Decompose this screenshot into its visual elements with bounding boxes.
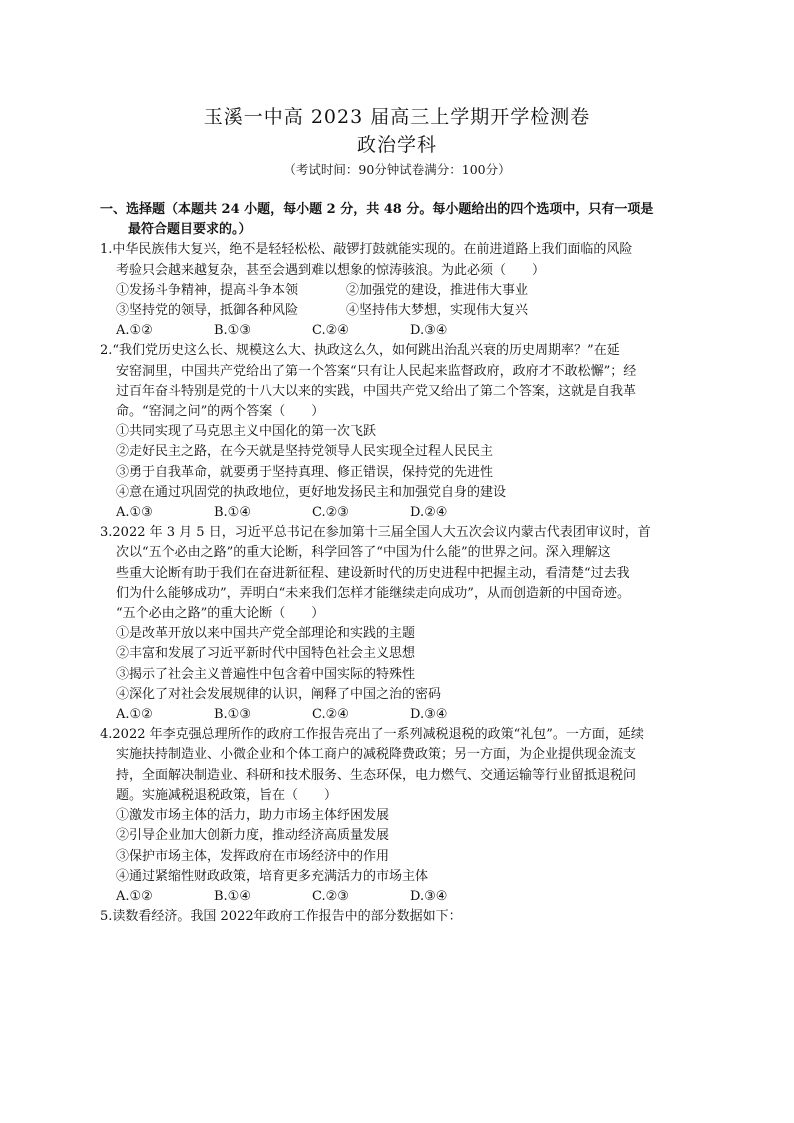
answer-choice-b[interactable]: B.①④ (214, 505, 251, 521)
answer-choice-c[interactable]: C.②③ (312, 888, 349, 904)
question-stem-line: 次以“五个必由之路”的重大论断，科学回答了“中国为什么能”的世界之问。深入理解这 (116, 545, 611, 561)
exam-title: 玉溪一中高 2023 届高三上学期开学检测卷 (203, 106, 591, 128)
question-stem-line: 们为什么能够成功”，弄明白“未来我们怎样才能继续走向成功”，从而创造新的中国奇迹。 (116, 585, 630, 601)
answer-choices (100, 321, 700, 341)
exam-info: （考试时间：90分钟试卷满分：100分） (283, 162, 511, 177)
answer-choice-a[interactable]: A.①② (116, 707, 153, 723)
option: ②加强党的建设，推进伟大事业 (346, 282, 529, 298)
answer-choices (100, 503, 700, 523)
question-stem-line: 命。“窑洞之问”的两个答案（ ） (116, 404, 325, 420)
option: ④意在通过巩固党的执政地位，更好地发扬民主和加强党自身的建设 (116, 484, 507, 500)
question-stem-line: 些重大论断有助于我们在奋进新征程、建设新时代的历史进程中把握主动，看清楚“过去我 (116, 565, 630, 581)
answer-choice-c[interactable]: C.②③ (312, 505, 349, 521)
option: ①发扬斗争精神，提高斗争本领 (116, 282, 299, 298)
question-stem-line: 题。实施减税退税政策，旨在（ ） (116, 787, 338, 803)
question-3 (100, 523, 700, 725)
answer-choices (100, 705, 700, 725)
option: ③揭示了社会主义普遍性中包含着中国实际的特殊性 (116, 666, 416, 682)
option: ①是改革开放以来中国共产党全部理论和实践的主题 (116, 626, 416, 642)
section-heading-line: 一、选择题（本题共 24 小题，每小题 2 分，共 48 分。每小题给出的四个选项中，只有一项是 (100, 202, 654, 217)
question-stem-line: “五个必由之路”的重大论断（ ） (116, 606, 325, 622)
option: ③坚持党的领导，抵御各种风险 (116, 303, 299, 319)
section-heading (100, 200, 700, 240)
answer-choice-b[interactable]: B.①④ (214, 888, 251, 904)
question-stem-line: 过百年奋斗特别是党的十八大以来的实践，中国共产党又给出了第二个答案，这就是自我革 (116, 383, 637, 399)
answer-choice-b[interactable]: B.①③ (214, 707, 251, 723)
question-4 (100, 725, 700, 907)
option: ②走好民主之路，在今天就是坚持党领导人民实现全过程人民民主 (116, 444, 494, 460)
question-stem-line: 安窑洞里，中国共产党给出了第一个答案“只有让人民起来监督政府，政府才不敢松懈”；经 (116, 363, 637, 379)
question-stem-line: 持，全面解决制造业、科研和技术服务、生态环保，电力燃气、交通运输等行业留抵退税问 (116, 767, 637, 783)
option: ③保护市场主体，发挥政府在市场经济中的作用 (116, 848, 390, 864)
answer-choice-c[interactable]: C.②④ (312, 707, 349, 723)
answer-choice-a[interactable]: A.①② (116, 323, 153, 339)
answer-choice-d[interactable]: D.③④ (410, 888, 448, 904)
answer-choice-d[interactable]: D.②④ (410, 505, 448, 521)
option-row (100, 281, 700, 301)
answer-choice-c[interactable]: C.②④ (312, 323, 349, 339)
question-stem-line: 实施扶持制造业、小微企业和个体工商户的减税降费政策；另一方面，为企业提供现金流支 (116, 747, 637, 763)
option: ④通过紧缩性财政政策，培育更多充满活力的市场主体 (116, 868, 429, 884)
answer-choice-a[interactable]: A.①③ (116, 505, 153, 521)
option: ④坚持伟大梦想，实现伟大复兴 (346, 303, 529, 319)
question-stem-line: 4.2022 年李克强总理所作的政府工作报告亮出了一系列减税退税的政策“礼包”。一方面，延续 (100, 727, 644, 743)
option: ③勇于自我革命，就要勇于坚持真理、修正错误，保持党的先进性 (116, 464, 494, 480)
question-5 (100, 907, 700, 927)
option: ②丰富和发展了习近平新时代中国特色社会主义思想 (116, 646, 416, 662)
question-stem-line: 5.读数看经济。我国 2022年政府工作报告中的部分数据如下： (100, 909, 462, 925)
option: ④深化了对社会发展规律的认识，阐释了中国之治的密码 (116, 686, 442, 702)
question-stem-line: 1.中华民族伟大复兴，绝不是轻轻松松、敲锣打鼓就能实现的。在前进道路上我们面临的风险 (100, 242, 633, 258)
question-2 (100, 341, 700, 523)
question-stem-line: 考验只会越来越复杂，甚至会遇到难以想象的惊涛骇浪。为此必须（ ） (116, 262, 546, 278)
answer-choice-d[interactable]: D.③④ (410, 323, 448, 339)
question-stem-line: 3.2022 年 3 月 5 日，习近平总书记在参加第十三届全国人大五次会议内蒙古代表团审议时，首 (100, 525, 651, 541)
subject-title: 政治学科 (356, 134, 437, 156)
question-1 (100, 240, 700, 341)
option-row (100, 301, 700, 321)
answer-choice-b[interactable]: B.①③ (214, 323, 251, 339)
option: ①激发市场主体的活力，助力市场主体纾困发展 (116, 808, 390, 824)
section-heading-line: 最符合题目要求的。） (128, 222, 252, 238)
answer-choices (100, 887, 700, 907)
option: ②引导企业加大创新力度，推动经济高质量发展 (116, 828, 390, 844)
option: ①共同实现了马克思主义中国化的第一次飞跃 (116, 424, 377, 440)
question-stem-line: 2.“我们党历史这么长、规模这么大、执政这么久，如何跳出治乱兴衰的历史周期率？”在延 (100, 343, 620, 359)
answer-choice-d[interactable]: D.③④ (410, 707, 448, 723)
answer-choice-a[interactable]: A.①② (116, 888, 153, 904)
exam-content (100, 200, 700, 927)
